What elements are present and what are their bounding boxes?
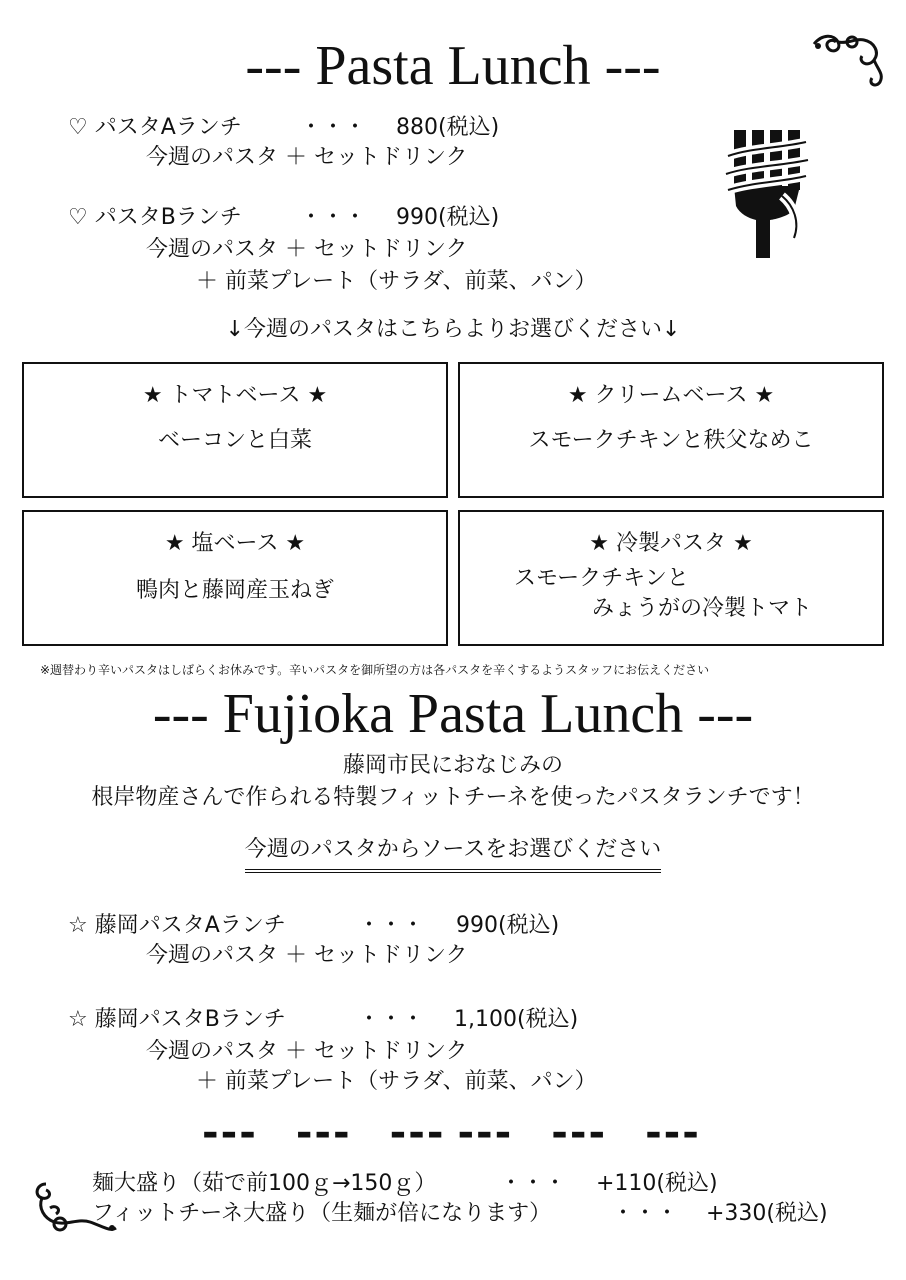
pasta-option-box-salt bbox=[22, 510, 448, 646]
separator-dash: --- bbox=[295, 1110, 352, 1156]
option-large-fettuccine-label: フィットチーネ大盛り（生麺が倍になります） bbox=[92, 1201, 552, 1226]
menu-item-pasta-a bbox=[68, 114, 242, 142]
sauce-prompt-text: 今週のパスタからソースをお選びください bbox=[245, 832, 661, 873]
box-dish: スモークチキンと bbox=[514, 566, 689, 591]
menu-item-desc-2: ＋ 前菜プレート（サラダ、前菜、パン） bbox=[196, 1069, 597, 1094]
menu-item-price: 880(税込) bbox=[396, 115, 500, 140]
separator bbox=[202, 1110, 701, 1156]
intro-line-2: 根岸物産さんで作られる特製フィットチーネを使ったパスタランチです！ bbox=[91, 785, 815, 810]
option-dots: ・・・ bbox=[500, 1171, 567, 1196]
intro-line-1: 藤岡市民におなじみの bbox=[342, 753, 563, 778]
menu-item-desc: 今週のパスタ ＋ セットドリンク bbox=[146, 237, 468, 262]
box-dish: ベーコンと白菜 bbox=[157, 428, 312, 453]
box-heading: ★ クリームベース ★ bbox=[567, 383, 775, 408]
fork-with-pasta-icon bbox=[720, 126, 812, 262]
box-dish: スモークチキンと秩父なめこ bbox=[528, 428, 814, 453]
selection-prompt: ↓今週のパスタはこちらよりお選びください↓ bbox=[225, 317, 681, 342]
menu-item-price: 990(税込) bbox=[396, 205, 500, 230]
menu-item-desc: 今週のパスタ ＋ セットドリンク bbox=[146, 1039, 468, 1064]
separator-dash: --- bbox=[389, 1110, 446, 1156]
box-dish-line-2: みょうがの冷製トマト bbox=[592, 596, 813, 621]
separator-dash: --- bbox=[551, 1110, 608, 1156]
separator-dash: --- bbox=[645, 1110, 701, 1156]
menu-item-name: ♡ パスタBランチ bbox=[68, 205, 242, 230]
menu-item-name: ☆ 藤岡パスタAランチ bbox=[68, 913, 286, 938]
option-large-noodle-label: 麺大盛り（茹で前100ｇ→150ｇ） bbox=[92, 1171, 437, 1196]
menu-item-name: ☆ 藤岡パスタBランチ bbox=[68, 1007, 286, 1032]
box-heading: ★ 塩ベース ★ bbox=[164, 531, 306, 556]
menu-item-pasta-b bbox=[68, 204, 242, 232]
menu-item-fujioka-a bbox=[68, 912, 286, 940]
pasta-option-box-cold bbox=[458, 510, 884, 646]
page-title: --- Pasta Lunch --- bbox=[245, 35, 661, 97]
menu-item-dots: ・・・ bbox=[300, 115, 367, 140]
pasta-option-box-tomato bbox=[22, 362, 448, 498]
menu-item-desc: 今週のパスタ ＋ セットドリンク bbox=[146, 943, 468, 968]
menu-item-price: 1,100(税込) bbox=[454, 1007, 579, 1032]
menu-item-price: 990(税込) bbox=[456, 913, 560, 938]
box-heading: ★ 冷製パスタ ★ bbox=[589, 531, 753, 556]
box-heading: ★ トマトベース ★ bbox=[142, 383, 328, 408]
menu-item-dots: ・・・ bbox=[358, 913, 425, 938]
menu-item-desc-2: ＋ 前菜プレート（サラダ、前菜、パン） bbox=[196, 269, 597, 294]
menu-item-dots: ・・・ bbox=[300, 205, 367, 230]
option-large-noodle-price: +110(税込) bbox=[596, 1171, 718, 1196]
menu-item-name: ♡ パスタAランチ bbox=[68, 115, 242, 140]
separator-dash: --- bbox=[457, 1110, 514, 1156]
sauce-prompt bbox=[0, 832, 906, 873]
menu-item-fujioka-b bbox=[68, 1006, 286, 1034]
option-large-fettuccine-price: +330(税込) bbox=[706, 1201, 828, 1226]
section-title: --- Fujioka Pasta Lunch --- bbox=[152, 683, 754, 745]
menu-item-dots: ・・・ bbox=[358, 1007, 425, 1032]
menu-item-desc: 今週のパスタ ＋ セットドリンク bbox=[146, 145, 468, 170]
separator-dash: --- bbox=[202, 1110, 258, 1156]
box-dish: 鴨肉と藤岡産玉ねぎ bbox=[135, 578, 334, 603]
spicy-pasta-note: ※週替わり辛いパスタはしばらくお休みです。辛いパスタを御所望の方は各パスタを辛くするようスタッフにお伝えください bbox=[40, 663, 710, 677]
option-dots: ・・・ bbox=[612, 1201, 679, 1226]
pasta-option-box-cream bbox=[458, 362, 884, 498]
